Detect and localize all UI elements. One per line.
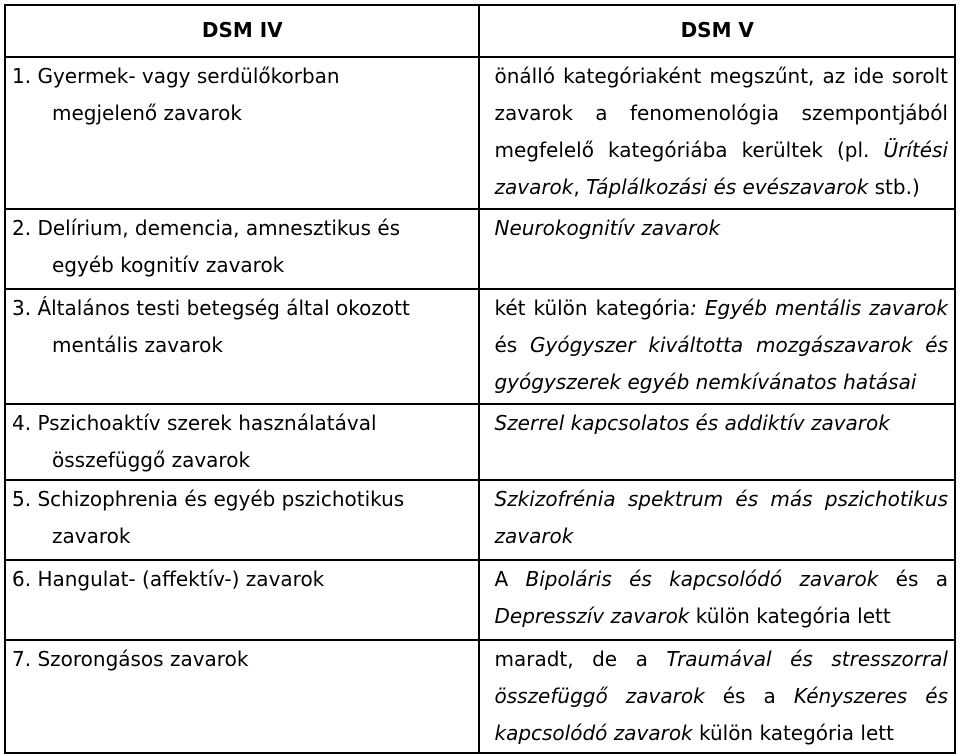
table-row bbox=[5, 57, 955, 209]
dsm5-category-name: Ürítési zavarok bbox=[494, 138, 948, 199]
dsm4-cell bbox=[5, 560, 479, 640]
dsm4-category-line: 4. Pszichoaktív szerek használatával bbox=[12, 411, 377, 435]
dsm-comparison-table bbox=[4, 4, 956, 754]
dsm5-cell bbox=[479, 560, 955, 640]
dsm5-category-name: Táplálkozási és evészavarok bbox=[586, 175, 869, 199]
dsm5-text: külön kategória lett bbox=[692, 721, 894, 745]
dsm4-category-line: egyéb kognitív zavarok bbox=[52, 253, 285, 277]
dsm5-category-name: Gyógyszer kiváltotta mozgászavarok és gyógyszerek egyéb nemkívánatos hatásai bbox=[494, 333, 948, 394]
dsm5-cell bbox=[479, 289, 955, 404]
dsm5-cell bbox=[479, 404, 955, 480]
dsm5-category-name: : Egyéb mentális zavarok bbox=[690, 296, 948, 320]
dsm5-text: külön kategória lett bbox=[689, 604, 891, 628]
table-row bbox=[5, 404, 955, 480]
dsm5-text: , bbox=[573, 175, 587, 199]
header-dsm5: DSM V bbox=[479, 5, 955, 57]
dsm5-text: és bbox=[494, 333, 531, 357]
dsm5-text: és a bbox=[878, 567, 948, 591]
dsm5-cell bbox=[479, 57, 955, 209]
dsm5-category-name: Traumával és stresszorral összefüggő zavarok bbox=[494, 647, 948, 708]
dsm5-text: önálló kategóriaként megszűnt, az ide sorolt zavarok a fenomenológia szempontjából megfelelő kategóriába kerültek (pl. bbox=[494, 64, 948, 162]
header-row bbox=[5, 5, 955, 57]
dsm4-cell bbox=[5, 209, 479, 289]
dsm5-cell bbox=[479, 209, 955, 289]
dsm4-cell bbox=[5, 640, 479, 753]
dsm5-category-name: Bipoláris és kapcsolódó zavarok bbox=[525, 567, 879, 591]
dsm4-category-line: 1. Gyermek- vagy serdülőkorban bbox=[12, 64, 340, 88]
dsm4-category-line: 2. Delírium, demencia, amnesztikus és bbox=[12, 216, 401, 240]
dsm4-cell bbox=[5, 480, 479, 560]
dsm4-category-line: mentális zavarok bbox=[52, 333, 223, 357]
header-dsm4: DSM IV bbox=[5, 5, 479, 57]
dsm5-category-name: Neurokognitív zavarok bbox=[494, 216, 721, 240]
dsm4-category-line: zavarok bbox=[52, 524, 131, 548]
dsm4-category-line: 7. Szorongásos zavarok bbox=[12, 647, 249, 671]
dsm4-cell bbox=[5, 57, 479, 209]
table-row bbox=[5, 289, 955, 404]
table-row bbox=[5, 640, 955, 753]
table-body bbox=[5, 57, 955, 753]
table-row bbox=[5, 560, 955, 640]
dsm5-text: maradt, de a bbox=[494, 647, 667, 671]
dsm4-category-line: 6. Hangulat- (affektív-) zavarok bbox=[12, 567, 325, 591]
dsm5-text: A bbox=[494, 567, 526, 591]
dsm5-category-name: Szerrel kapcsolatos és addiktív zavarok bbox=[494, 411, 890, 435]
dsm5-text: és a bbox=[704, 684, 794, 708]
dsm4-category-line: 3. Általános testi betegség által okozott bbox=[12, 296, 410, 320]
dsm5-text: stb.) bbox=[868, 175, 920, 199]
dsm5-category-name: Depresszív zavarok bbox=[494, 604, 690, 628]
dsm4-cell bbox=[5, 404, 479, 480]
dsm5-category-name: Kényszeres és kapcsolódó zavarok bbox=[494, 684, 948, 745]
dsm4-category-line: 5. Schizophrenia és egyéb pszichotikus bbox=[12, 487, 405, 511]
dsm4-category-line: megjelenő zavarok bbox=[52, 101, 242, 125]
dsm5-text: két külön kategória bbox=[494, 296, 691, 320]
table-row bbox=[5, 480, 955, 560]
dsm4-category-line: összefüggő zavarok bbox=[52, 448, 251, 472]
dsm4-cell bbox=[5, 289, 479, 404]
dsm5-cell bbox=[479, 480, 955, 560]
dsm5-cell bbox=[479, 640, 955, 753]
table-row bbox=[5, 209, 955, 289]
dsm5-category-name: Szkizofrénia spektrum és más pszichotikus zavarok bbox=[494, 487, 948, 548]
